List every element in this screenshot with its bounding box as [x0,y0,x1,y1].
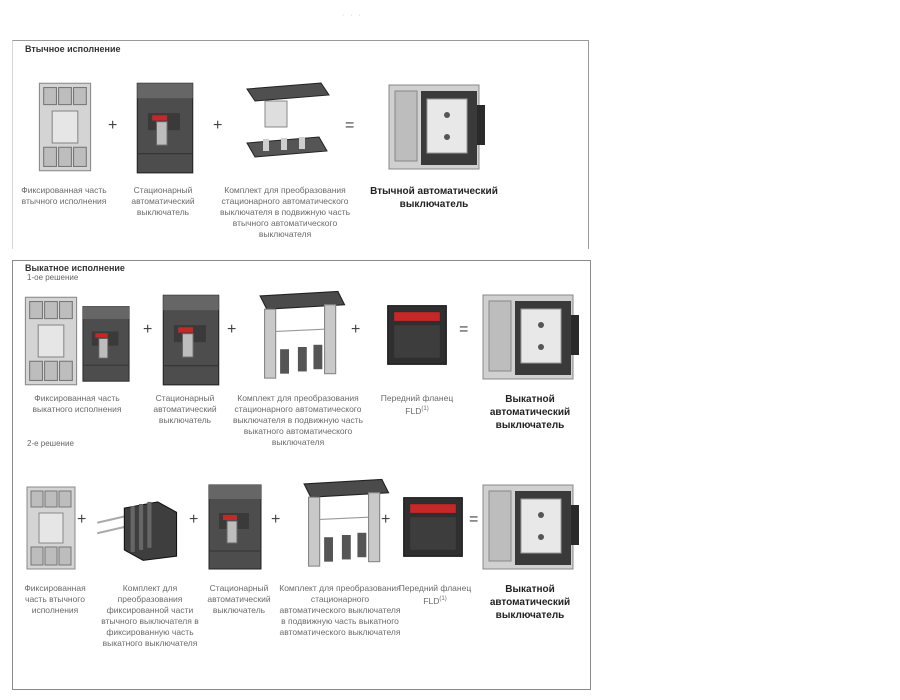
plus-operator: + [381,511,391,528]
caption: Фиксированная часть втычного исполнения [24,583,86,615]
front-flange-icon [379,297,455,373]
equals-operator: = [459,321,469,338]
conversion-frame-icon [249,287,349,387]
withdrawable-panel [12,260,591,690]
header-mark: · · · [342,12,363,19]
equals-operator: = [469,511,479,528]
plus-operator: + [189,511,199,528]
adapter-kit-icon [93,491,187,565]
caption: Фиксированная часть втычного исполнения [21,185,107,206]
fixed-breaker-icon [133,79,197,175]
fixed-part-plugin-icon [33,79,97,175]
caption: Стационарный автоматический выключатель [153,393,217,425]
withdrawable-breaker-result-icon [475,471,585,581]
withdrawable-breaker-result-icon [475,281,585,391]
solution-1-label: 1-ое решение [27,273,79,282]
caption: Передний фланец FLD$^{(1)}$ [398,583,472,606]
caption: Передний фланец FLD$^{(1)}$ [380,393,454,416]
caption: Комплект для преобразования стационарного автоматического выключателя в подвижную часть втычного автоматического выключателя [219,185,351,239]
caption: Стационарный автоматический выключатель [207,583,271,615]
result-caption: Выкатной автоматический выключатель [489,584,571,621]
result-caption: Втычной автоматический выключатель [370,186,498,210]
caption: Стационарный автоматический выключатель [131,185,195,217]
equals-operator: = [345,117,355,134]
front-flange-icon [395,489,471,565]
fixed-part-plugin-icon [21,483,81,573]
caption: Фиксированная часть выкатного исполнения [32,393,122,414]
plus-operator: + [213,117,223,134]
plugin-breaker-result-icon [381,71,491,181]
plus-operator: + [227,321,237,338]
withdrawable-title: Выкатное исполнение [25,263,125,273]
plus-operator: + [77,511,87,528]
solution-2-label: 2-е решение [27,439,74,448]
fixed-part-withdrawable-icon [19,293,139,389]
plus-operator: + [108,117,118,134]
plug-in-panel [12,40,589,249]
conversion-kit-icon [241,77,331,167]
plus-operator: + [143,321,153,338]
caption: Комплект для преобразования фиксированной части втычного выключателя в фиксированную часть выкатного выключателя [101,583,199,648]
caption: Комплект для преобразования стационарного автоматического выключателя в подвижную часть выкатного автоматического выключателя [279,583,401,637]
fixed-breaker-icon [205,481,265,571]
result-caption: Выкатной автоматический выключатель [489,394,571,431]
conversion-frame-icon [293,475,393,575]
plus-operator: + [351,321,361,338]
plug-in-title: Втычное исполнение [25,44,121,54]
plus-operator: + [271,511,281,528]
caption: Комплект для преобразования стационарного автоматического выключателя в подвижную часть выкатного автоматического выключателя [232,393,364,447]
fixed-breaker-icon [159,291,223,387]
